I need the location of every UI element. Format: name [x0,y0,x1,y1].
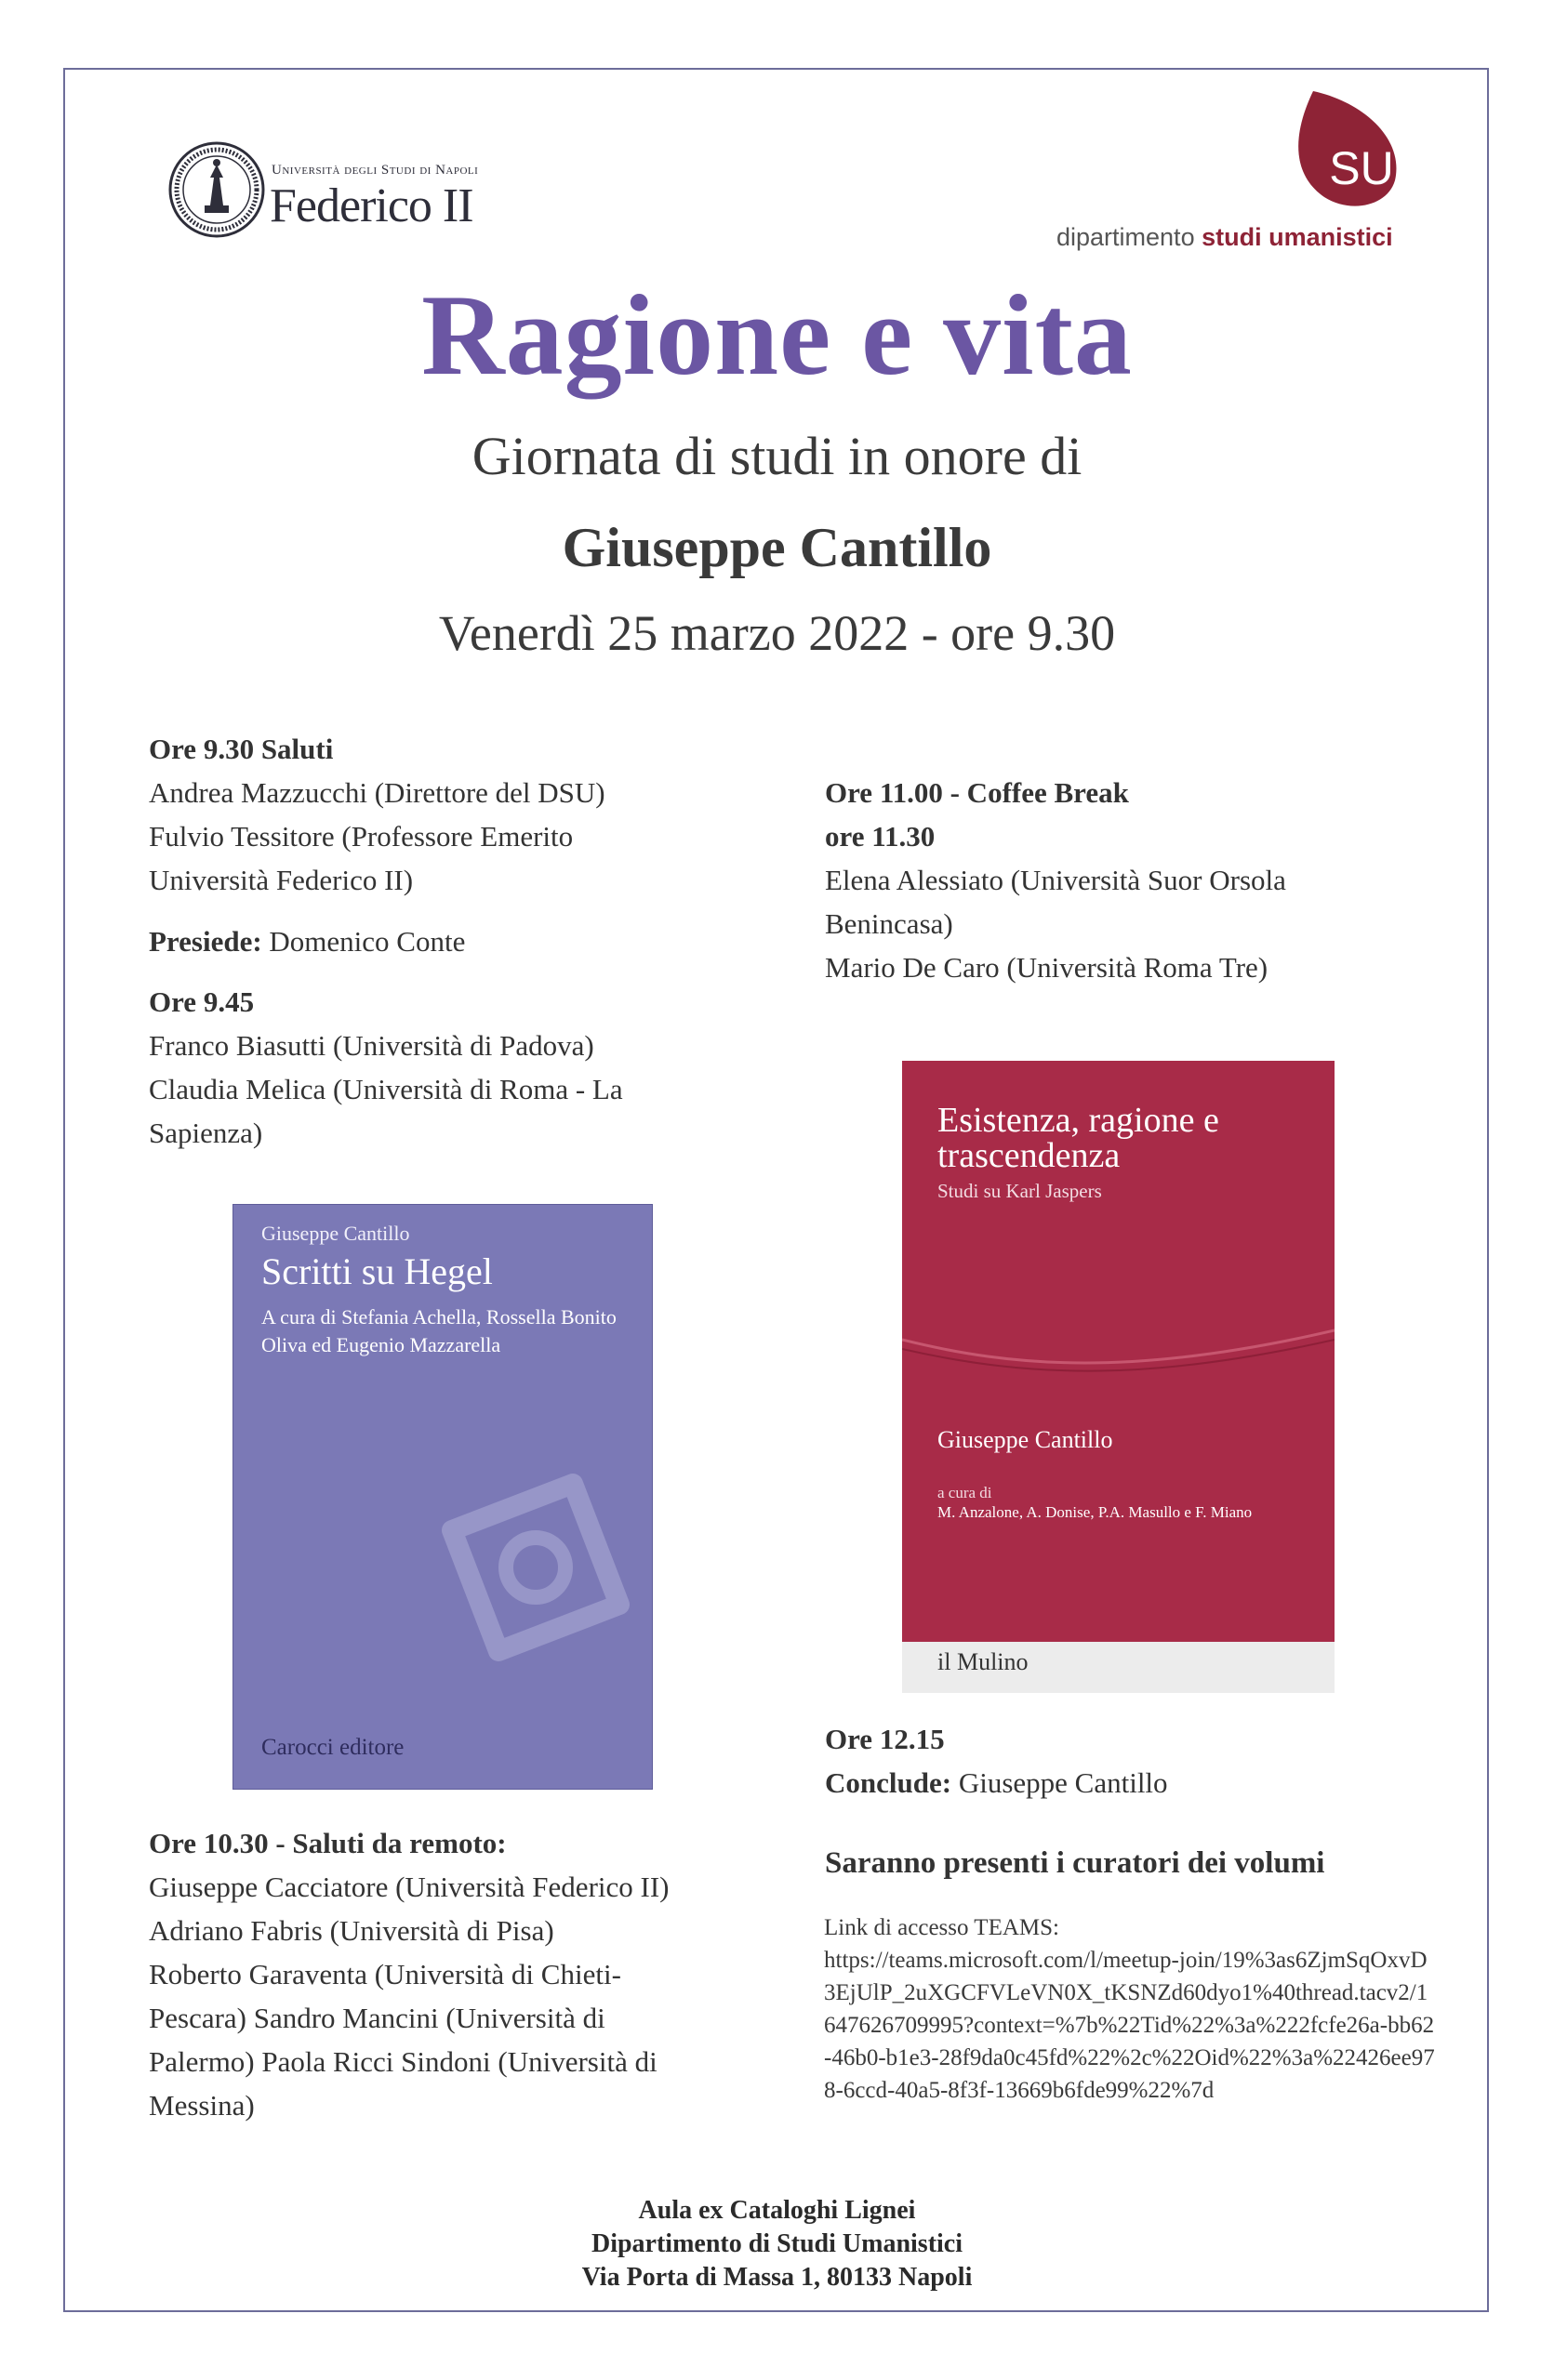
speaker-line: Pescara) Sandro Mancini (Università di [149,2002,605,2034]
teams-link[interactable]: https://teams.microsoft.com/l/meetup-join/19%3as6ZjmSqOxvD3EjUlP_2uXGCFVLeVN0X_tKSNZd60dyo1%40thread.tacv2/1647626709995?context=%7b%22Tid%22%3a%222fcfe26a-bb62-46b0-b1e3-28f9da0c45fd%22%2c%22Oid%22%3a%22426ee978-6ccd-40a5-8f3f-13669b6fde99%22%7d [824,1948,1435,2103]
session-1100 [825,771,1420,989]
book-cover-jaspers [902,1061,1335,1693]
book-cover-panel [902,1061,1335,1642]
university-subtitle: Università degli Studi di Napoli [272,163,479,178]
su-initials: SU [1329,142,1394,194]
book-author: Giuseppe Cantillo [261,1222,410,1245]
book-title: Esistenza, ragione e trascendenza [937,1101,1219,1175]
teams-link-block [824,1911,1438,2107]
speaker-line: Sapienza) [149,1117,263,1149]
session-time: Ore 12.15 [825,1723,945,1755]
book-emblem-icon [433,1465,638,1670]
book-cura-label: a cura di [937,1484,992,1501]
session-1215 [825,1717,1420,1805]
university-seal-icon [167,140,266,239]
department-bold: studi umanistici [1202,223,1393,251]
department-name [1056,223,1393,252]
presiede [149,919,744,963]
book-publisher: il Mulino [937,1648,1029,1675]
speaker-line: Messina) [149,2089,255,2122]
speaker-line: Benincasa) [825,907,953,940]
speaker-line: Fulvio Tessitore (Professore Emerito [149,820,574,853]
university-name: Federico II [270,179,473,232]
speaker-line: Mario De Caro (Università Roma Tre) [825,951,1268,984]
venue-address [0,2194,1554,2294]
session-time-1130: ore 11.30 [825,820,936,853]
speaker-line: Roberto Garaventa (Università di Chieti- [149,1958,621,1990]
conclude-name: Giuseppe Cantillo [951,1766,1168,1799]
book-curators: M. Anzalone, A. Donise, P.A. Masullo e F. Miano [937,1503,1253,1521]
teams-label: Link di accesso TEAMS: [824,1915,1059,1940]
presiede-label: Presiede: [149,925,262,958]
department-prefix: dipartimento [1056,223,1195,251]
session-time: Ore 9.30 Saluti [149,733,334,765]
speaker-line: Giuseppe Cacciatore (Università Federico II) [149,1871,670,1903]
venue-department: Dipartimento di Studi Umanistici [591,2229,963,2258]
conclude-label: Conclude: [825,1766,952,1799]
session-time: Ore 9.45 [149,985,255,1018]
su-logo-icon [1276,84,1406,214]
page-title: Ragione e vita [421,271,1133,399]
session-time: Ore 10.30 - Saluti da remoto: [149,1827,507,1859]
speaker-line: Franco Biasutti (Università di Padova) [149,1029,594,1062]
speaker-line: Elena Alessiato (Università Suor Orsola [825,864,1286,896]
book-author: Giuseppe Cantillo [937,1426,1113,1453]
speaker-line: Palermo) Paola Ricci Sindoni (Università di [149,2045,657,2078]
curators-note: Saranno presenti i curatori dei volumi [825,1846,1325,1880]
event-subtitle: Giornata di studi in onore di [472,426,1082,486]
session-945 [149,980,744,1155]
event-date: Venerdì 25 marzo 2022 - ore 9.30 [438,605,1116,661]
speaker-line: Andrea Mazzucchi (Direttore del DSU) [149,776,605,809]
speaker-line: Università Federico II) [149,864,414,896]
session-930 [149,727,744,902]
honoree-name: Giuseppe Cantillo [562,517,992,578]
presiede-name: Domenico Conte [261,925,466,958]
venue-room: Aula ex Cataloghi Lignei [638,2196,916,2225]
session-1030 [149,1821,744,2127]
speaker-line: Claudia Melica (Università di Roma - La [149,1073,623,1105]
venue-street: Via Porta di Massa 1, 80133 Napoli [581,2263,973,2292]
book-curators: A cura di Stefania Achella, Rossella Bonito Oliva ed Eugenio Mazzarella [261,1305,617,1356]
speaker-line: Adriano Fabris (Università di Pisa) [149,1914,554,1947]
wave-decoration-icon [902,1312,1335,1386]
session-time: Ore 11.00 - Coffee Break [825,776,1129,809]
book-publisher: Carocci editore [261,1735,405,1760]
book-cover-hegel [232,1204,653,1790]
book-title: Scritti su Hegel [261,1250,493,1292]
book-subtitle: Studi su Karl Jaspers [937,1180,1102,1202]
